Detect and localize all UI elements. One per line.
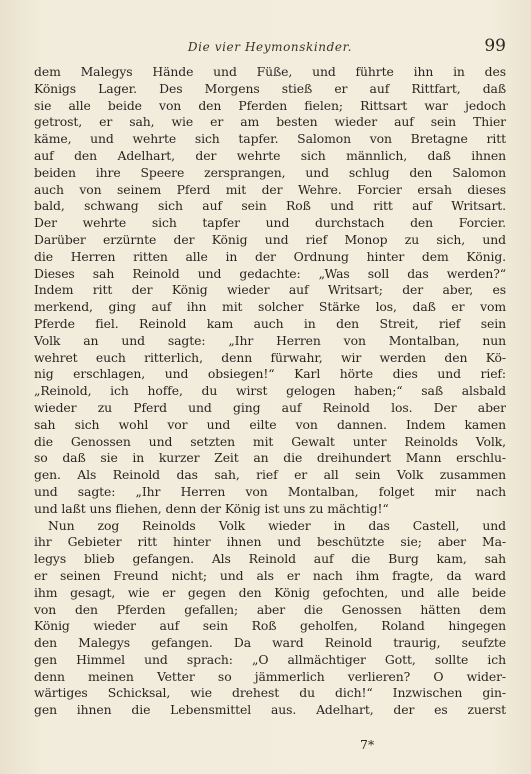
text-line: nig erschlagen, und obsiegen!“ Karl hörte dies und rief: [34, 366, 506, 382]
text-line: König wieder auf sein Roß geholfen, Roland hingegen [34, 618, 506, 634]
text-line: käme, und wehrte sich tapfer. Salomon von Bretagne ritt [34, 131, 506, 147]
text-line: und sagte: „Ihr Herren von Montalban, folget mir nach [34, 483, 506, 499]
text-line: von den Pferden gefallen; aber die Genossen hätten dem [34, 601, 506, 617]
text-line: Darüber erzürnte der König und rief Monop zu sich, und [34, 231, 506, 247]
text-line: Pferde fiel. Reinold kam auch in den Streit, rief sein [34, 315, 506, 331]
text-line: sie alle beide von den Pferden fielen; Rittsart war jedoch [34, 97, 506, 113]
text-line: Nun zog Reinolds Volk wieder in das Castell, und [48, 517, 506, 533]
text-line: Der wehrte sich tapfer und durchstach den Forcier. [34, 215, 506, 231]
text-line: beiden ihre Speere zersprangen, und schlug den Salomon [34, 164, 506, 180]
text-line: ihr Gebieter ritt hinter ihnen und beschützte sie; aber Ma- [34, 534, 506, 550]
page-header [34, 36, 506, 58]
text-line: wehret euch ritterlich, denn fürwahr, wir werden den Kö- [34, 349, 506, 365]
text-line: Indem ritt der König wieder auf Writsart; der aber, es [34, 282, 506, 298]
text-line: merkend, ging auf ihn mit solcher Stärke los, daß er vom [34, 299, 506, 315]
text-line: legys blieb gefangen. Als Reinold auf die Burg kam, sah [34, 551, 506, 567]
text-line: und laßt uns fliehen, denn der König ist uns zu mächtig!“ [34, 500, 389, 516]
text-line: die Genossen und setzten mit Gewalt unter Reinolds Volk, [34, 433, 506, 449]
text-line: gen Himmel und sprach: „O allmächtiger Gott, sollte ich [34, 651, 506, 667]
text-line: er seinen Freund nicht; und als er nach ihm fragte, da ward [34, 567, 506, 583]
text-line: so daß sie in kurzer Zeit an die dreihundert Mann erschlu- [34, 450, 506, 466]
running-title: Die vier Heymonskinder. [187, 40, 353, 54]
body-text [34, 64, 506, 719]
text-line: die Herren ritten alle in der Ordnung hinter dem König. [34, 248, 506, 264]
text-line: auf den Adelhart, der wehrte sich männlich, daß ihnen [34, 147, 506, 163]
text-line: denn meinen Vetter so jämmerlich verlieren? O wider- [34, 668, 506, 684]
text-line: ihm gesagt, wie er gegen den König gefochten, und alle beide [34, 584, 506, 600]
text-line: wieder zu Pferd und ging auf Reinold los. Der aber [34, 399, 506, 415]
text-line: gen ihnen die Lebensmittel aus. Adelhart, der es zuerst [34, 702, 506, 718]
text-line: bald, schwang sich auf sein Roß und ritt auf Writsart. [34, 198, 506, 214]
text-line: sah sich wohl vor und eilte von dannen. Indem kamen [34, 416, 506, 432]
text-line: „Reinold, ich hoffe, du wirst gelogen haben;“ saß alsbald [34, 383, 506, 399]
page-number: 99 [484, 36, 506, 56]
text-line: den Malegys gefangen. Da ward Reinold traurig, seufzte [34, 635, 506, 651]
text-line: Königs Lager. Des Morgens stieß er auf Rittfart, daß [34, 80, 506, 96]
printer-signature: 7* [360, 737, 375, 752]
text-line: Dieses sah Reinold und gedachte: „Was soll das werden?“ [34, 265, 506, 281]
text-line: auch von seinem Pferd mit der Wehre. Forcier ersah dieses [34, 181, 506, 197]
text-line: wärtiges Schicksal, wie drehest du dich!“ Inzwischen gin- [34, 685, 506, 701]
text-line: dem Malegys Hände und Füße, und führte ihn in des [34, 64, 506, 79]
text-line: getrost, er sah, wie er am besten wieder auf sein Thier [34, 114, 506, 130]
text-line: Volk an und sagte: „Ihr Herren von Montalban, nun [34, 332, 506, 348]
text-line: gen. Als Reinold das sah, rief er all sein Volk zusammen [34, 467, 506, 483]
